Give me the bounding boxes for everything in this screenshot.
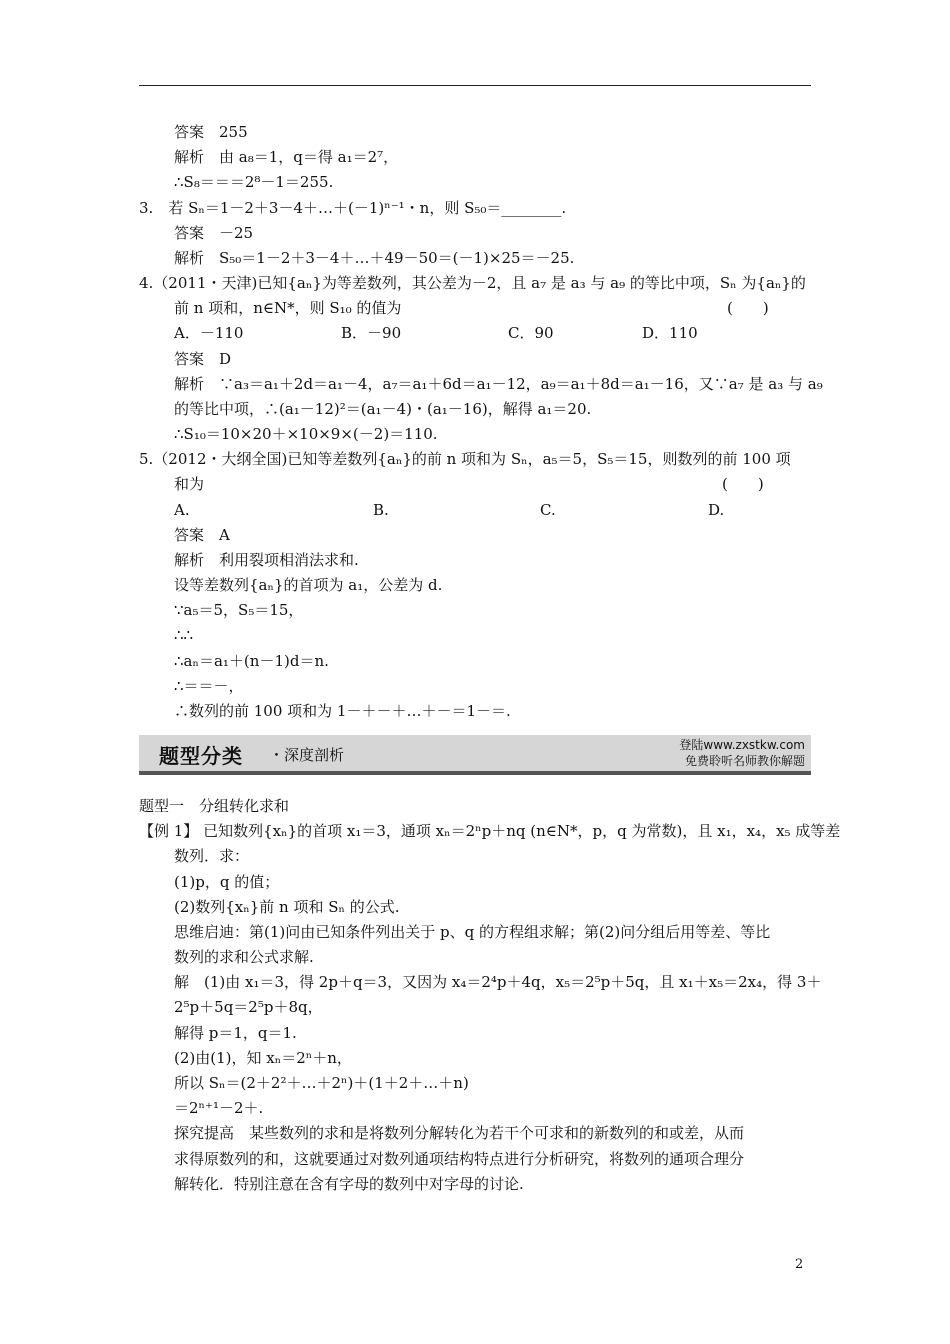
option-d: D．110 [642,324,698,342]
option-c: C. [540,501,556,519]
solution-line: ＝2ⁿ⁺¹－2＋. [174,1099,264,1117]
analysis-line: ∵a₅＝5，S₅＝15， [174,601,304,619]
solution-line: 所以 Sₙ＝(2＋2²＋…＋2ⁿ)＋(1＋2＋…＋n) [174,1074,469,1092]
analysis-line: ∴S₁₀＝10×20＋×10×9×(－2)＝110. [174,425,438,443]
answer-blank: ( ) [727,299,769,317]
solution-line: (2)由(1)，知 xₙ＝2ⁿ＋n， [174,1049,352,1067]
option-a: A. [174,501,190,519]
answer-line: 答案 －25 [174,224,254,242]
answer-line: 答案 255 [174,123,248,141]
option-c: C．90 [508,324,554,342]
question-3: 3. 若 Sₙ＝1－2＋3－4＋…＋(－1)ⁿ⁻¹・n，则 S₅₀＝________. [139,199,567,217]
header-rule [139,85,811,86]
question-5: 5.（2012・大纲全国)已知等差数列{aₙ}的前 n 项和为 Sₙ，a₅＝5，S₅＝15，则数列的前 100 项 [139,450,791,468]
analysis-line: ∴S₈＝＝＝2⁸－1＝255. [174,173,334,191]
analysis-line: ∴＝＝－， [174,677,244,695]
insight-line: 解转化．特别注意在含有字母的数列中对字母的讨论. [174,1175,524,1193]
analysis-line: ∴aₙ＝a₁＋(n－1)d＝n. [174,652,329,670]
answer-line: 答案 A [174,526,230,544]
analysis-line: 设等差数列{aₙ}的首项为 a₁，公差为 d. [174,576,443,594]
example-line: 数列．求： [174,847,250,865]
question-5-cont: 和为 [174,475,205,493]
hint-line: 思维启迪：第(1)问由已知条件列出关于 p、q 的方程组求解；第(2)问分组后用等差、等比 [174,923,771,941]
analysis-line: 解析 利用裂项相消法求和. [174,551,359,569]
example-1: 【例 1】 已知数列{xₙ}的首项 x₁＝3，通项 xₙ＝2ⁿp＋nq (n∈N*，p，q 为常数)，且 x₁，x₄，x₅ 成等差 [139,822,841,840]
analysis-line: 解析 S₅₀＝1－2＋3－4＋…＋49－50＝(－1)×25＝－25. [174,249,575,267]
hint-line: 数列的求和公式求解. [174,948,314,966]
solution-line: 2⁵p＋5q＝2⁵p＋8q， [174,998,323,1016]
insight-line: 探究提高 某些数列的求和是将数列分解转化为若干个可求和的新数列的和或差，从而 [174,1124,745,1142]
section-heading: 题型一 分组转化求和 [139,797,290,815]
option-a: A．－110 [174,324,244,342]
solution-line: 解得 p＝1，q＝1. [174,1024,297,1042]
banner-slogan: 免费聆听名师教你解题 [684,754,805,768]
option-b: B. [373,501,389,519]
example-line: (2)数列{xₙ}前 n 项和 Sₙ 的公式. [174,898,400,916]
section-banner [139,735,811,775]
banner-subtitle: ・深度剖析 [269,746,345,764]
banner-site-link[interactable]: 登陆www.zxstkw.com [679,738,805,752]
question-4: 4.（2011・天津)已知{aₙ}为等差数列，其公差为－2，且 a₇ 是 a₃ 与 a₉ 的等比中项，Sₙ 为{aₙ}的 [139,274,806,292]
analysis-line: 解析 ∵a₃＝a₁＋2d＝a₁－4，a₇＝a₁＋6d＝a₁－12，a₉＝a₁＋8d＝a₁－16，又∵a₇ 是 a₃ 与 a₉ [174,375,823,393]
analysis-line: 解析 由 a₈＝1，q＝得 a₁＝2⁷， [174,148,399,166]
example-line: (1)p，q 的值； [174,873,280,891]
option-d: D. [708,501,725,519]
analysis-line: 的等比中项，∴(a₁－12)²＝(a₁－4)・(a₁－16)，解得 a₁＝20. [174,400,592,418]
page-number: 2 [795,1257,804,1272]
answer-line: 答案 D [174,350,232,368]
insight-line: 求得原数列的和，这就要通过对数列通项结构特点进行分析研究，将数列的通项合理分 [174,1150,745,1168]
analysis-line: ∴数列的前 100 项和为 1－＋－＋…＋－＝1－＝. [174,702,511,720]
solution-line: 解 (1)由 x₁＝3，得 2p＋q＝3，又因为 x₄＝2⁴p＋4q，x₅＝2⁵p＋5q，且 x₁＋x₅＝2x₄，得 3＋ [174,973,822,991]
answer-blank: ( ) [722,475,764,493]
question-4-cont: 前 n 项和，n∈N*，则 S₁₀ 的值为 [174,299,402,317]
option-b: B．－90 [341,324,402,342]
analysis-line: ∴∴ [174,626,194,644]
banner-title: 题型分类 [159,744,243,768]
